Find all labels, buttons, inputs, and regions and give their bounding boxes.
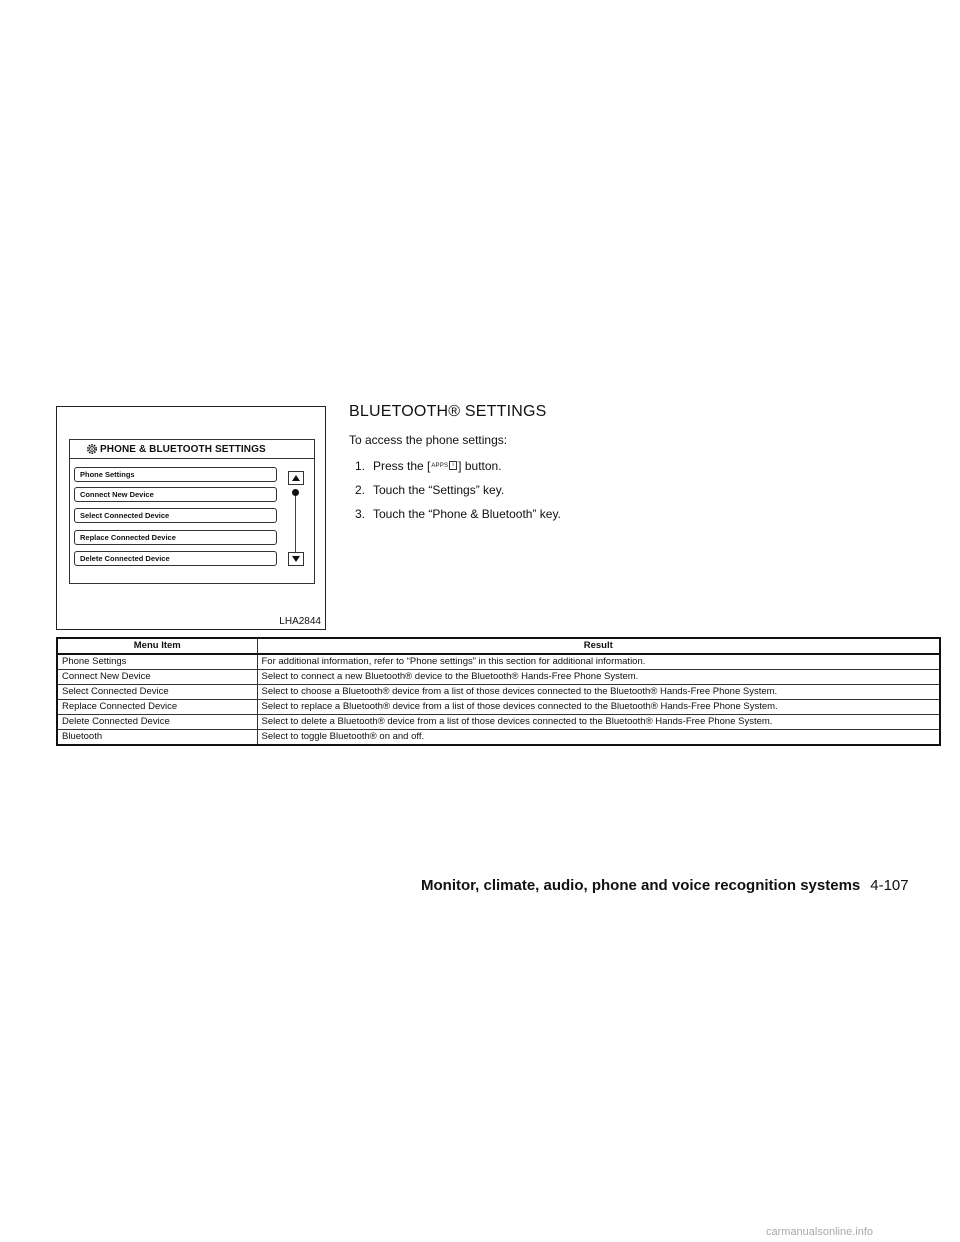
menu-item-cell: Phone Settings xyxy=(57,654,257,670)
select-connected-device-button[interactable]: Select Connected Device xyxy=(74,508,277,523)
replace-connected-device-button[interactable]: Replace Connected Device xyxy=(74,530,277,545)
table-row xyxy=(57,700,940,715)
section-heading: BLUETOOTH® SETTINGS xyxy=(349,403,547,420)
result-cell: Select to connect a new Bluetooth® device to the Bluetooth® Hands-Free Phone System. xyxy=(257,670,940,685)
table-row xyxy=(57,654,940,670)
watermark: carmanualsonline.info xyxy=(766,1226,874,1238)
result-cell: Select to choose a Bluetooth® device from a list of those devices connected to the Bluetooth® Hands-Free Phone System. xyxy=(257,685,940,700)
scroll-up-button[interactable] xyxy=(288,471,304,485)
delete-connected-device-button[interactable]: Delete Connected Device xyxy=(74,551,277,566)
settings-screen xyxy=(69,439,315,584)
figure-label: LHA2844 xyxy=(279,616,321,627)
result-cell: Select to replace a Bluetooth® device from a list of those devices connected to the Bluetooth® Hands-Free Phone System. xyxy=(257,700,940,715)
result-cell: Select to delete a Bluetooth® device from a list of those devices connected to the Bluetooth® Hands-Free Phone System. xyxy=(257,715,940,730)
settings-screen-figure xyxy=(56,406,326,630)
menu-item-cell: Replace Connected Device xyxy=(57,700,257,715)
menu-item-cell: Select Connected Device xyxy=(57,685,257,700)
menu-item-cell: Bluetooth xyxy=(57,730,257,746)
result-cell: For additional information, refer to “Phone settings” in this section for additional information. xyxy=(257,654,940,670)
menu-item-cell: Connect New Device xyxy=(57,670,257,685)
screen-title xyxy=(86,443,266,455)
column-header: Menu Item xyxy=(57,638,257,654)
menu-items-table xyxy=(56,637,941,746)
step-2: 2. Touch the “Settings” key. xyxy=(355,483,505,497)
connect-new-device-button[interactable]: Connect New Device xyxy=(74,487,277,502)
step-3: 3. Touch the “Phone & Bluetooth” key. xyxy=(355,507,561,521)
column-header: Result xyxy=(257,638,940,654)
gear-icon xyxy=(86,443,98,455)
arrow-down-icon xyxy=(292,556,300,562)
screen-title-text: PHONE & BLUETOOTH SETTINGS xyxy=(100,443,266,455)
table-row xyxy=(57,670,940,685)
intro-text: To access the phone settings: xyxy=(349,433,508,447)
step-1: 1. Press the [APPS i ] button. xyxy=(355,459,502,473)
table-header-row xyxy=(57,638,940,654)
result-cell: Select to toggle Bluetooth® on and off. xyxy=(257,730,940,746)
menu-item-cell: Delete Connected Device xyxy=(57,715,257,730)
page-number: 4-107 xyxy=(870,877,909,894)
scroll-down-button[interactable] xyxy=(288,552,304,566)
phone-settings-button[interactable]: Phone Settings xyxy=(74,467,277,482)
footer-section-title: Monitor, climate, audio, phone and voice recognition systems xyxy=(421,877,861,894)
title-divider xyxy=(70,458,314,459)
scrollbar-track[interactable] xyxy=(295,490,296,555)
page-footer xyxy=(421,877,909,894)
arrow-up-icon xyxy=(292,475,300,481)
scrollbar-thumb[interactable] xyxy=(292,489,299,496)
apps-key-icon: APPS i xyxy=(431,458,457,474)
steps-list xyxy=(355,458,561,530)
table-row xyxy=(57,715,940,730)
table-row xyxy=(57,685,940,700)
table-row xyxy=(57,730,940,746)
